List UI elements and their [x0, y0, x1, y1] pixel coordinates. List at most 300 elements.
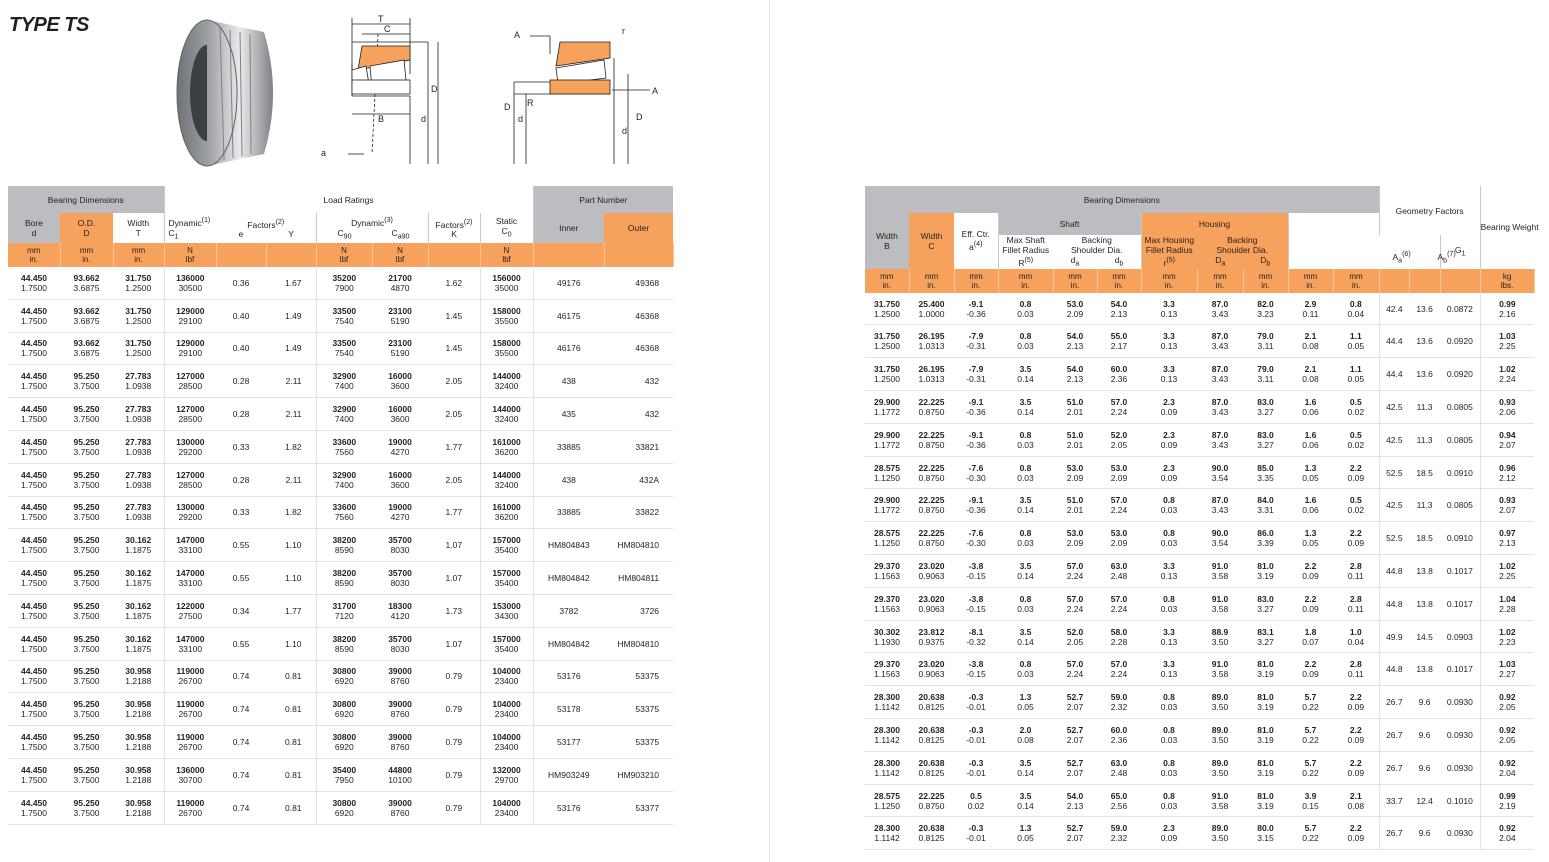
col-backing-housing: Backing Shoulder Dia. $D_a$ $D_b$ — [1197, 235, 1288, 269]
table-cell: 95.250 3.7500 — [60, 791, 113, 824]
table-cell: 18.5 — [1409, 456, 1440, 489]
table-cell: 85.0 3.35 — [1243, 456, 1288, 489]
unit-cell — [1379, 269, 1409, 293]
table-cell: HM804810 — [604, 627, 673, 660]
table-cell: 2.2 0.09 — [1288, 653, 1333, 686]
table-cell: 44.450 1.7500 — [8, 791, 60, 824]
table-cell: 1.0 0.04 — [1333, 620, 1379, 653]
table-row — [865, 391, 1534, 424]
unit-cell: N lbf — [480, 243, 533, 267]
table-cell: 29.370 1.1563 — [865, 555, 909, 588]
table-cell: 23.020 0.9063 — [909, 653, 954, 686]
table-cell: 28.575 1.1250 — [865, 784, 909, 817]
table-cell: 26.7 — [1379, 719, 1409, 752]
table-cell: HM804842 — [533, 562, 604, 595]
table-cell: 147000 33100 — [164, 562, 216, 595]
table-cell: 1.45 — [428, 332, 480, 365]
unit-cell: mm in. — [1053, 269, 1097, 293]
col-g1: $G_1$ — [1440, 235, 1480, 269]
table-cell: 83.1 3.27 — [1243, 620, 1288, 653]
table-cell: 82.0 3.23 — [1243, 293, 1288, 325]
table-row — [865, 784, 1534, 817]
unit-cell: mm in. — [1333, 269, 1379, 293]
right-units-row — [865, 269, 1534, 293]
table-cell: 2.1 0.08 — [1333, 784, 1379, 817]
table-cell: 33822 — [604, 496, 673, 529]
table-cell: HM804842 — [533, 627, 604, 660]
table-cell: 9.6 — [1409, 686, 1440, 719]
table-cell: 18300 4120 — [372, 594, 428, 627]
table-cell: 91.0 3.58 — [1197, 587, 1243, 620]
table-cell: 32900 7400 — [316, 398, 372, 431]
table-cell: 9.6 — [1409, 719, 1440, 752]
svg-text:d: d — [421, 114, 427, 124]
table-cell: 0.8 0.03 — [998, 293, 1053, 325]
svg-text:d: d — [622, 126, 628, 136]
left-units-row — [8, 243, 673, 267]
table-cell: 30.302 1.1930 — [865, 620, 909, 653]
table-cell: -3.8 -0.15 — [954, 587, 998, 620]
svg-text:d: d — [518, 114, 524, 124]
table-cell: 31.750 1.2500 — [865, 358, 909, 391]
table-cell: 42.5 — [1379, 423, 1409, 456]
table-row — [8, 726, 673, 759]
table-cell: 3.3 0.13 — [1141, 555, 1197, 588]
table-cell: 0.81 — [266, 791, 316, 824]
table-cell: -0.3 -0.01 — [954, 686, 998, 719]
table-cell: 53176 — [533, 660, 604, 693]
table-cell: 31.750 1.2500 — [113, 332, 164, 365]
table-cell: 29.900 1.1772 — [865, 423, 909, 456]
table-cell: 80.0 3.15 — [1243, 817, 1288, 850]
table-cell: 57.0 2.24 — [1053, 555, 1097, 588]
table-cell: 2.2 0.09 — [1333, 456, 1379, 489]
table-cell: 30.958 1.2188 — [113, 791, 164, 824]
unit-cell: mm in. — [1243, 269, 1288, 293]
table-cell: -0.3 -0.01 — [954, 719, 998, 752]
table-cell: 33885 — [533, 496, 604, 529]
table-cell: 88.9 3.50 — [1197, 620, 1243, 653]
table-row — [865, 423, 1534, 456]
table-cell: 46368 — [604, 299, 673, 332]
table-cell: 20.638 0.8125 — [909, 686, 954, 719]
table-cell: 0.5 0.02 — [1333, 489, 1379, 522]
unit-cell: mm in. — [8, 243, 60, 267]
table-cell: 93.662 3.6875 — [60, 267, 113, 299]
table-cell: 30800 6920 — [316, 726, 372, 759]
table-cell: 11.3 — [1409, 489, 1440, 522]
table-cell: 83.0 3.27 — [1243, 391, 1288, 424]
table-row — [865, 817, 1534, 850]
table-cell: 0.8 0.03 — [998, 522, 1053, 555]
table-cell: 38200 8590 — [316, 562, 372, 595]
table-cell: -9.1 -0.36 — [954, 489, 998, 522]
svg-text:A: A — [514, 30, 521, 40]
table-cell: 0.0805 — [1440, 423, 1480, 456]
table-cell: 33821 — [604, 430, 673, 463]
table-cell: 1.03 2.25 — [1480, 325, 1534, 358]
table-cell: 53375 — [604, 693, 673, 726]
unit-cell: mm in. — [954, 269, 998, 293]
table-cell: 29.900 1.1772 — [865, 489, 909, 522]
table-cell: 23100 5190 — [372, 299, 428, 332]
table-cell: 1.67 — [266, 267, 316, 299]
table-cell: 127000 28500 — [164, 398, 216, 431]
table-cell: 3.5 0.14 — [998, 751, 1053, 784]
table-cell: 95.250 3.7500 — [60, 463, 113, 496]
unit-cell: N lbf — [372, 243, 428, 267]
table-cell: 51.0 2.01 — [1053, 391, 1097, 424]
table-cell: 0.0805 — [1440, 391, 1480, 424]
unit-cell — [216, 243, 266, 267]
table-cell: 432 — [604, 398, 673, 431]
table-cell: 0.99 2.19 — [1480, 784, 1534, 817]
table-cell: 44.450 1.7500 — [8, 693, 60, 726]
table-cell: 38200 8590 — [316, 529, 372, 562]
table-cell: 0.8 0.04 — [1333, 293, 1379, 325]
table-cell: 22.225 0.8750 — [909, 522, 954, 555]
table-cell: 3726 — [604, 594, 673, 627]
table-cell: 11.3 — [1409, 423, 1440, 456]
table-cell: 136000 30700 — [164, 758, 216, 791]
table-cell: 19000 4270 — [372, 496, 428, 529]
table-cell: 28.575 1.1250 — [865, 456, 909, 489]
table-cell: 53.0 2.09 — [1097, 522, 1141, 555]
table-cell: 0.28 — [216, 463, 266, 496]
table-cell: 13.6 — [1409, 293, 1440, 325]
table-cell: 129000 29100 — [164, 332, 216, 365]
table-cell: 44.4 — [1379, 358, 1409, 391]
table-cell: 13.8 — [1409, 653, 1440, 686]
col-dynamic-90: Dynamic$^{(3)}$ $C_{90}$ $C_{a90}$ — [316, 213, 428, 243]
unit-cell — [1440, 269, 1480, 293]
table-cell: 5.7 0.22 — [1288, 751, 1333, 784]
table-cell: 27.783 1.0938 — [113, 463, 164, 496]
table-cell: 44.8 — [1379, 587, 1409, 620]
table-cell: 31.750 1.2500 — [865, 293, 909, 325]
table-cell: 3.5 0.14 — [998, 784, 1053, 817]
table-cell: 33500 7540 — [316, 332, 372, 365]
table-cell: 435 — [533, 398, 604, 431]
table-cell: HM903210 — [604, 758, 673, 791]
table-cell: 0.0930 — [1440, 751, 1480, 784]
table-cell: 3.3 0.13 — [1141, 358, 1197, 391]
table-cell: -7.6 -0.30 — [954, 456, 998, 489]
table-cell: 3.5 0.14 — [998, 620, 1053, 653]
table-cell: 144000 32400 — [480, 463, 533, 496]
table-cell: 29.900 1.1772 — [865, 391, 909, 424]
table-cell: 95.250 3.7500 — [60, 496, 113, 529]
table-cell: 44.8 — [1379, 653, 1409, 686]
table-cell: 0.8 0.03 — [1141, 686, 1197, 719]
table-cell: 44.450 1.7500 — [8, 365, 60, 398]
table-row — [865, 620, 1534, 653]
table-cell: 16000 3600 — [372, 463, 428, 496]
table-cell: 23.812 0.9375 — [909, 620, 954, 653]
table-cell: 44.450 1.7500 — [8, 758, 60, 791]
table-cell: 0.55 — [216, 529, 266, 562]
table-cell: 18.5 — [1409, 522, 1440, 555]
col-bearing-weight: Bearing Weight — [1480, 186, 1534, 269]
table-cell: 0.97 2.13 — [1480, 522, 1534, 555]
table-cell: 0.1017 — [1440, 555, 1480, 588]
table-cell: 104000 23400 — [480, 726, 533, 759]
table-cell: 86.0 3.39 — [1243, 522, 1288, 555]
table-cell: 25.400 1.0000 — [909, 293, 954, 325]
table-cell: 119000 26700 — [164, 660, 216, 693]
table-cell: 0.8 0.03 — [998, 456, 1053, 489]
table-cell: 26.195 1.0313 — [909, 325, 954, 358]
svg-text:D: D — [431, 84, 438, 94]
table-cell: 33600 7560 — [316, 496, 372, 529]
table-cell: 53177 — [533, 726, 604, 759]
table-cell: 46175 — [533, 299, 604, 332]
table-cell: 51.0 2.01 — [1053, 489, 1097, 522]
table-cell: 157000 35400 — [480, 562, 533, 595]
table-cell: 1.3 0.05 — [1288, 522, 1333, 555]
table-cell: 1.10 — [266, 627, 316, 660]
table-cell: 119000 26700 — [164, 726, 216, 759]
mounting-dimensions-diagram — [500, 14, 675, 172]
table-cell: 127000 28500 — [164, 463, 216, 496]
table-cell: 2.05 — [428, 398, 480, 431]
table-cell: 136000 30500 — [164, 267, 216, 299]
table-cell: 13.8 — [1409, 587, 1440, 620]
table-cell: 52.5 — [1379, 456, 1409, 489]
unit-cell: mm in. — [1288, 269, 1333, 293]
bearing-cross-section-diagram — [318, 14, 448, 172]
table-cell: 9.6 — [1409, 751, 1440, 784]
table-cell: 2.11 — [266, 463, 316, 496]
table-cell: -3.8 -0.15 — [954, 555, 998, 588]
table-cell: 32900 7400 — [316, 463, 372, 496]
table-cell: 0.0805 — [1440, 489, 1480, 522]
table-row — [865, 555, 1534, 588]
table-cell: 91.0 3.58 — [1197, 555, 1243, 588]
table-cell: 161000 36200 — [480, 430, 533, 463]
table-cell: 104000 23400 — [480, 693, 533, 726]
table-cell: 3.5 0.14 — [998, 391, 1053, 424]
unit-cell: mm in. — [865, 269, 909, 293]
col-eff-ctr: Eff. Ctr. $a^{(4)}$ — [954, 213, 998, 269]
table-cell: 1.1 0.05 — [1333, 325, 1379, 358]
table-cell: 2.0 0.08 — [998, 719, 1053, 752]
table-cell: 3.5 0.14 — [998, 489, 1053, 522]
table-cell: 28.300 1.1142 — [865, 686, 909, 719]
table-cell: 57.0 2.24 — [1053, 587, 1097, 620]
table-row — [8, 267, 673, 299]
table-cell: 0.74 — [216, 693, 266, 726]
table-cell: 26.195 1.0313 — [909, 358, 954, 391]
table-row — [865, 751, 1534, 784]
table-row — [8, 398, 673, 431]
table-cell: 2.2 0.09 — [1288, 587, 1333, 620]
svg-text:D: D — [504, 102, 511, 112]
table-cell: 5.7 0.22 — [1288, 686, 1333, 719]
table-cell: 31700 7120 — [316, 594, 372, 627]
table-cell: 20.638 0.8125 — [909, 719, 954, 752]
table-cell: 0.33 — [216, 430, 266, 463]
col-width-t: Width T — [113, 213, 164, 243]
table-cell: 1.1 0.05 — [1333, 358, 1379, 391]
svg-text:B: B — [378, 114, 385, 124]
table-cell: 2.2 0.09 — [1333, 817, 1379, 850]
table-cell: 23100 5190 — [372, 332, 428, 365]
table-cell: 30.162 1.1875 — [113, 627, 164, 660]
table-row — [8, 627, 673, 660]
table-cell: 1.6 0.06 — [1288, 489, 1333, 522]
table-cell: 31.750 1.2500 — [865, 325, 909, 358]
group-bearing-dimensions: Bearing Dimensions — [8, 186, 164, 213]
table-cell: 53.0 2.09 — [1097, 456, 1141, 489]
table-cell: 3782 — [533, 594, 604, 627]
table-cell: HM804811 — [604, 562, 673, 595]
table-cell: 65.0 2.56 — [1097, 784, 1141, 817]
table-cell: 60.0 2.36 — [1097, 358, 1141, 391]
table-cell: 95.250 3.7500 — [60, 430, 113, 463]
table-cell: 129000 29100 — [164, 299, 216, 332]
table-cell: 2.3 0.09 — [1141, 423, 1197, 456]
table-cell: 2.8 0.11 — [1333, 555, 1379, 588]
table-cell: -7.9 -0.31 — [954, 358, 998, 391]
table-cell: 0.81 — [266, 693, 316, 726]
table-cell: 153000 34300 — [480, 594, 533, 627]
svg-text:A: A — [652, 86, 659, 96]
table-cell: 130000 29200 — [164, 430, 216, 463]
table-cell: 0.1010 — [1440, 784, 1480, 817]
table-cell: 119000 26700 — [164, 791, 216, 824]
table-cell: 3.3 0.13 — [1141, 293, 1197, 325]
table-cell: 39000 8760 — [372, 693, 428, 726]
table-cell: 0.74 — [216, 758, 266, 791]
table-cell: 89.0 3.50 — [1197, 817, 1243, 850]
table-cell: 1.82 — [266, 496, 316, 529]
load-ratings-table — [8, 186, 674, 825]
svg-text:r: r — [622, 26, 625, 36]
table-row — [865, 686, 1534, 719]
table-cell: 0.74 — [216, 660, 266, 693]
table-cell: 44.450 1.7500 — [8, 660, 60, 693]
table-cell: 0.8 0.03 — [1141, 489, 1197, 522]
table-cell: 0.5 0.02 — [1333, 423, 1379, 456]
table-cell: 16000 3600 — [372, 365, 428, 398]
table-cell: 1.10 — [266, 529, 316, 562]
table-cell: 26.7 — [1379, 817, 1409, 850]
table-cell: 1.6 0.06 — [1288, 391, 1333, 424]
table-cell: 81.0 3.19 — [1243, 653, 1288, 686]
table-cell: -7.6 -0.30 — [954, 522, 998, 555]
table-cell: 95.250 3.7500 — [60, 726, 113, 759]
col-static: Static $C_0$ — [480, 213, 533, 243]
table-cell: 30.958 1.2188 — [113, 726, 164, 759]
table-cell: 93.662 3.6875 — [60, 299, 113, 332]
table-cell: 63.0 2.48 — [1097, 555, 1141, 588]
table-cell: 438 — [533, 365, 604, 398]
table-cell: 132000 29700 — [480, 758, 533, 791]
table-cell: 95.250 3.7500 — [60, 594, 113, 627]
table-cell: 161000 36200 — [480, 496, 533, 529]
table-cell: 33.7 — [1379, 784, 1409, 817]
table-cell: 30.162 1.1875 — [113, 594, 164, 627]
table-cell: HM903249 — [533, 758, 604, 791]
table-cell: 119000 26700 — [164, 693, 216, 726]
table-cell: 81.0 3.19 — [1243, 555, 1288, 588]
table-cell: 432 — [604, 365, 673, 398]
table-cell: 95.250 3.7500 — [60, 529, 113, 562]
bearing-photo-icon — [172, 14, 284, 172]
table-cell: 0.79 — [428, 726, 480, 759]
table-cell: 157000 35400 — [480, 627, 533, 660]
table-cell: 22.225 0.8750 — [909, 489, 954, 522]
unit-cell — [266, 243, 316, 267]
table-cell: 79.0 3.11 — [1243, 325, 1288, 358]
table-cell: 42.5 — [1379, 391, 1409, 424]
table-cell: 31.750 1.2500 — [113, 267, 164, 299]
right-group-bearing-dimensions: Bearing Dimensions — [865, 186, 1379, 213]
table-cell: 46176 — [533, 332, 604, 365]
table-cell: HM804810 — [604, 529, 673, 562]
table-cell: 1.82 — [266, 430, 316, 463]
table-cell: 87.0 3.43 — [1197, 358, 1243, 391]
table-cell: 1.62 — [428, 267, 480, 299]
svg-text:C: C — [384, 24, 391, 34]
table-cell: 0.79 — [428, 693, 480, 726]
table-cell: 0.92 2.05 — [1480, 719, 1534, 752]
table-cell: 144000 32400 — [480, 398, 533, 431]
table-cell: 147000 33100 — [164, 529, 216, 562]
table-cell: 30.958 1.2188 — [113, 693, 164, 726]
table-cell: 2.2 0.09 — [1288, 555, 1333, 588]
table-row — [8, 529, 673, 562]
table-cell: 158000 35500 — [480, 332, 533, 365]
table-cell: 42.5 — [1379, 489, 1409, 522]
table-cell: 52.0 2.05 — [1097, 423, 1141, 456]
unit-cell: mm in. — [998, 269, 1053, 293]
table-cell: 44.8 — [1379, 555, 1409, 588]
table-cell: 26.7 — [1379, 751, 1409, 784]
table-cell: 46368 — [604, 332, 673, 365]
table-cell: 44.450 1.7500 — [8, 430, 60, 463]
table-row — [8, 430, 673, 463]
table-cell: 122000 27500 — [164, 594, 216, 627]
table-cell: 13.6 — [1409, 325, 1440, 358]
table-cell: 44.450 1.7500 — [8, 332, 60, 365]
table-cell: 1.6 0.06 — [1288, 423, 1333, 456]
table-cell: 0.81 — [266, 660, 316, 693]
table-cell: 44.450 1.7500 — [8, 267, 60, 299]
unit-cell — [428, 243, 480, 267]
table-cell: 22.225 0.8750 — [909, 391, 954, 424]
table-cell: 57.0 2.24 — [1097, 587, 1141, 620]
table-cell: 28.575 1.1250 — [865, 522, 909, 555]
table-cell: 83.0 3.27 — [1243, 423, 1288, 456]
mounting-dimensions-table — [865, 186, 1539, 850]
table-cell: 0.81 — [266, 758, 316, 791]
table-cell: 3.5 0.14 — [998, 555, 1053, 588]
table-cell: 0.8 0.03 — [1141, 784, 1197, 817]
table-cell: 52.0 2.05 — [1053, 620, 1097, 653]
table-cell: 57.0 2.24 — [1097, 653, 1141, 686]
table-cell: 22.225 0.8750 — [909, 456, 954, 489]
table-cell: 1.02 2.24 — [1480, 358, 1534, 391]
table-cell: 44.450 1.7500 — [8, 463, 60, 496]
table-row — [865, 293, 1534, 325]
table-row — [8, 660, 673, 693]
table-cell: 1.77 — [428, 496, 480, 529]
table-cell: 90.0 3.54 — [1197, 456, 1243, 489]
table-cell: 0.0920 — [1440, 325, 1480, 358]
table-cell: 14.5 — [1409, 620, 1440, 653]
